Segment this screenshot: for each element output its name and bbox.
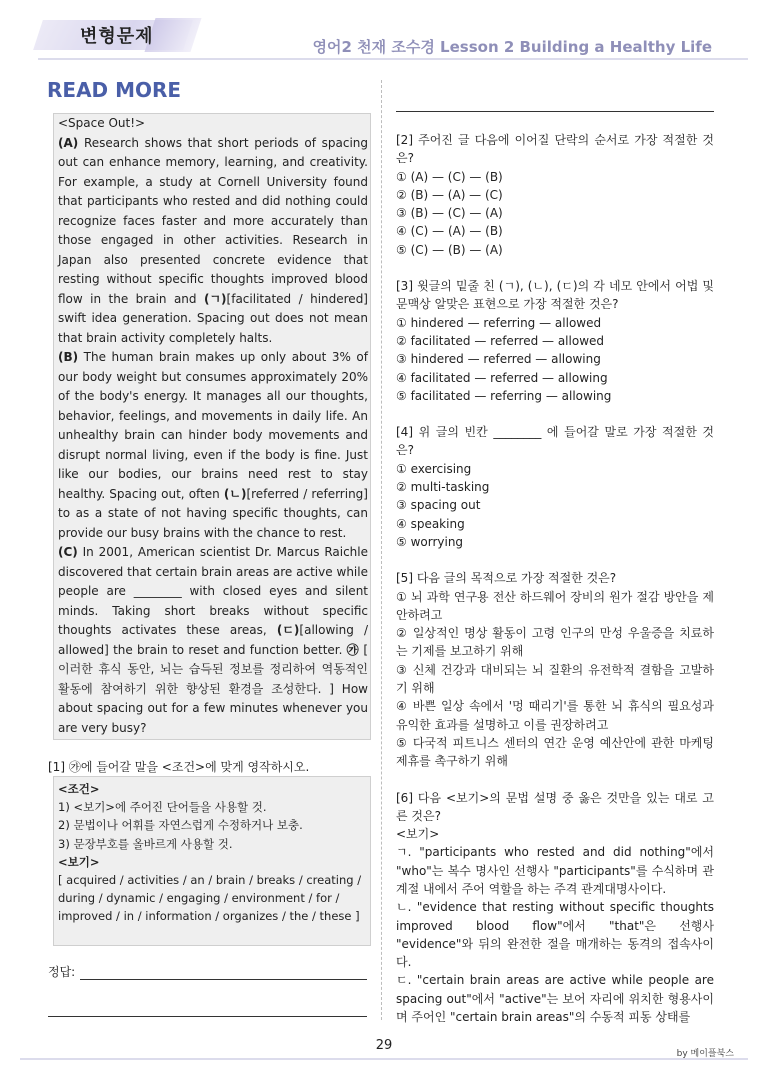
conditions [58,780,363,926]
option: ③ 신체 건강과 대비되는 뇌 질환의 유전학적 결함을 고발하기 위해 [396,662,714,696]
answer-label: 정답: [48,965,76,979]
option: ① exercising [396,461,472,476]
question-3-prompt: [3] 윗글의 밑줄 친 (ㄱ), (ㄴ), (ㄷ)의 각 네모 안에서 어법 및 문맥상 알맞은 표현으로 가장 적절한 것은? [396,279,714,312]
example-item: ㄷ. "certain brain areas are active while people are spacing out"에서 "active"는 보어 자리에 위치한 형용사이며 주어인 "certain brain areas"의 수동적 피동 상태를 [396,973,714,1025]
answer-line[interactable] [80,979,367,980]
mark-label: (ㄷ) [276,623,300,637]
option: ③ hindered — referred — allowing [396,352,601,367]
option: ⑤ 다국적 피트니스 센터의 연간 운영 예산안에 관한 마케팅 제휴를 촉구하기 위해 [396,735,714,769]
paragraph-label: (A) [58,135,79,150]
word-box-title: <보기> [58,854,100,869]
paragraph-text: [ 이러한 휴식 동안, 뇌는 습득된 정보를 정리하여 역동적인 활동에 참여하기 위한 향상된 환경을 조성한다. ] How about spacing out for a few minutes whenever you are very busy? [58,642,368,735]
option: ④ facilitated — referred — allowing [396,370,608,385]
option: ③ (B) — (C) — (A) [396,206,503,221]
header-tab-label: 변형문제 [80,26,154,47]
paragraph-a [58,134,368,349]
condition-item: 3) 문장부호를 올바르게 사용할 것. [58,836,233,851]
page-number: 29 [375,1038,393,1053]
option: ② facilitated — referred — allowed [396,333,605,348]
option: ③ spacing out [396,498,481,513]
example-item: ㄱ. "participants who rested and did nothing"에서 "who"는 복수 명사인 선행사 "participants"를 수식하며 관계절 내에서 주어 역할을 하는 주격 관계대명사이다. [396,845,714,896]
paragraph-b [58,348,368,543]
publisher: by 메이플북스 [676,1049,734,1059]
example-item: ㄴ. "evidence that resting without specific thoughts improved blood flow"에서 "that"은 선행사 "evidence"와 뒤의 완전한 절을 매개하는 동격의 접속사이다. [396,900,714,970]
paragraph-text: [referred / referring] to as a state of not having specific thoughts, can provide our busy brains with the chance to rest. [58,486,368,540]
mark-label: (ㄴ) [223,486,247,501]
question-6-prompt: [6] 다음 <보기>의 문법 설명 중 옳은 것만을 있는 대로 고른 것은? [396,790,714,823]
header-subtitle: 영어2 천재 조수경 Lesson 2 Building a Healthy Life [312,38,712,56]
passage-title: <Space Out!> [58,116,146,130]
question-4-prompt: [4] 위 글의 빈칸 ________ 에 들어갈 말로 가장 적절한 것은? [396,425,714,458]
paragraph-text: [allowing / allowed] the brain to reset and function better. [58,623,368,657]
paragraph-label: (C) [58,545,78,559]
footer-divider [20,1058,748,1060]
option: ⑤ worrying [396,534,464,549]
option: ④ 바쁜 일상 속에서 '멍 때리기'를 통한 뇌 휴식의 필요성과 유익한 효과를 설명하고 이를 권장하려고 [396,699,714,732]
option: ① (A) — (C) — (B) [396,169,503,184]
answer-line[interactable] [396,111,714,112]
paragraph-label: (B) [58,350,79,364]
condition-item: 2) 문법이나 어휘를 자연스럽게 수정하거나 보충. [58,818,303,833]
example-box-label: <보기> [396,827,440,842]
mark-label: (ㄱ) [203,291,227,306]
condition-item: 1) <보기>에 주어진 단어들을 사용할 것. [58,800,267,815]
header-divider [38,58,748,60]
paragraph-text: The human brain makes up only about 3% of our body weight but consumes approximately 20% of the body's energy. It manages all our thoughts, behavior, feelings, and movements in daily life. An unhealthy brain can hinder body movements and disrupt normal living, even if the body is fine. Just like our bodies, our brains need rest to stay healthy. Spacing out, often [58,350,368,501]
section-title: READ MORE [47,78,182,102]
option: ① hindered — referring — allowed [396,315,602,330]
right-column [396,131,714,1026]
option: ① 뇌 과학 연구용 전산 하드웨어 장비의 원가 절감 방안을 제안하려고 [396,589,714,622]
option: ② 일상적인 명상 활동이 고령 인구의 만성 우울증을 치료하는 기제를 보고하기 위해 [396,626,714,659]
paragraph-text: In 2001, American scientist Dr. Marcus Raichle discovered that certain brain areas are active while people are ________ with closed eyes and silent minds. Taking short breaks without specific thoughts activates these areas, [58,545,368,637]
paragraph-text: [facilitated / hindered] swift idea generation. Spacing out does not mean that brain activity completely halts. [58,291,368,345]
paragraph-text: Research shows that short periods of spacing out can enhance memory, learning, and creativity. For example, a study at Cornell University found that participants who rested and did nothing could recognize faces faster and more accurately than those engaged in other activities. Research in Japan also presented concrete evidence that resting without specific thoughts improved blood flow in the brain and [58,135,368,306]
word-list: [ acquired / activities / an / brain / breaks / creating / during / dynamic / engaging / environment / for / improved / in / information / organizes / the / these ] [58,873,362,924]
paragraph-c [58,543,368,738]
option: ④ (C) — (A) — (B) [396,224,503,239]
column-divider [381,80,382,1020]
option: ⑤ facilitated — referring — allowing [396,388,612,403]
answer-line[interactable] [48,1016,367,1017]
question-1-prompt: [1] ㉮에 들어갈 말을 <조건>에 맞게 영작하시오. [48,760,310,774]
question-2-prompt: [2] 주어진 글 다음에 이어질 단락의 순서로 가장 적절한 것은? [396,133,714,166]
option: ② (B) — (A) — (C) [396,187,503,202]
conditions-title: <조건> [58,782,100,796]
option: ④ speaking [396,516,465,531]
option: ⑤ (C) — (B) — (A) [396,242,503,257]
question-5-prompt: [5] 다음 글의 목적으로 가장 적절한 것은? [396,571,617,586]
mark-label: ㉮ [346,642,360,657]
passage [58,114,368,738]
option: ② multi-tasking [396,480,490,495]
